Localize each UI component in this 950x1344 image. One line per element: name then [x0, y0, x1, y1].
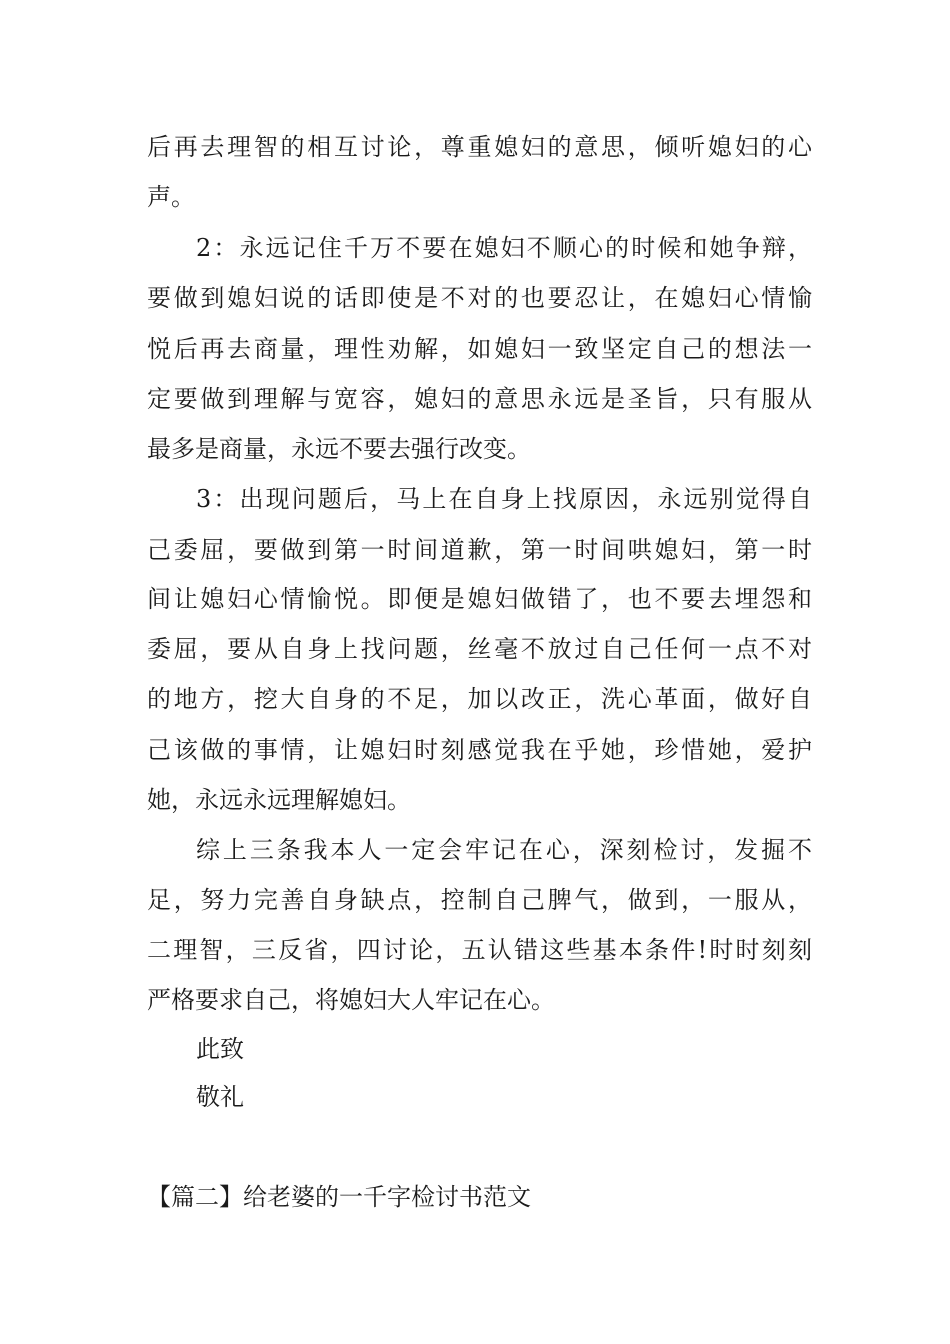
paragraph-3-line-4: 委屈，要从自身上找问题，丝毫不放过自己任何一点不对 — [147, 635, 812, 663]
section-heading: 【篇二】给老婆的一千字检讨书范文 — [147, 1183, 531, 1211]
paragraph-2-line-4: 定要做到理解与宽容，媳妇的意思永远是圣旨，只有服从 — [147, 385, 812, 413]
paragraph-1-line-1: 后再去理智的相互讨论，尊重媳妇的意思，倾听媳妇的心 — [147, 133, 812, 161]
paragraph-3-line-1: 3：出现问题后，马上在自身上找原因，永远别觉得自 — [196, 485, 812, 513]
paragraph-3-line-2: 己委屈，要做到第一时间道歉，第一时间哄媳妇，第一时 — [147, 536, 812, 564]
paragraph-2-line-2: 要做到媳妇说的话即使是不对的也要忍让，在媳妇心情愉 — [147, 284, 812, 312]
paragraph-3-line-6: 己该做的事情，让媳妇时刻感觉我在乎她，珍惜她，爱护 — [147, 736, 812, 764]
paragraph-3-line-3: 间让媳妇心情愉悦。即便是媳妇做错了，也不要去埋怨和 — [147, 585, 812, 613]
paragraph-3-line-5: 的地方，挖大自身的不足，加以改正，洗心革面，做好自 — [147, 685, 812, 713]
paragraph-4-line-3: 二理智，三反省，四讨论，五认错这些基本条件!时时刻刻 — [147, 936, 812, 964]
paragraph-1-line-2: 声。 — [147, 183, 195, 211]
closing-regards: 敬礼 — [196, 1083, 244, 1111]
paragraph-4-line-1: 综上三条我本人一定会牢记在心，深刻检讨，发掘不 — [196, 836, 812, 864]
paragraph-4-line-2: 足，努力完善自身缺点，控制自己脾气，做到，一服从， — [147, 886, 812, 914]
paragraph-3-line-7: 她，永远永远理解媳妇。 — [147, 786, 411, 814]
paragraph-2-line-1: 2：永远记住千万不要在媳妇不顺心的时候和她争辩， — [196, 234, 812, 262]
paragraph-4-line-4: 严格要求自己，将媳妇大人牢记在心。 — [147, 986, 555, 1014]
paragraph-2-line-5: 最多是商量，永远不要去强行改变。 — [147, 435, 531, 463]
paragraph-2-line-3: 悦后再去商量，理性劝解，如媳妇一致坚定自己的想法一 — [147, 335, 812, 363]
closing-salutation: 此致 — [196, 1035, 244, 1063]
